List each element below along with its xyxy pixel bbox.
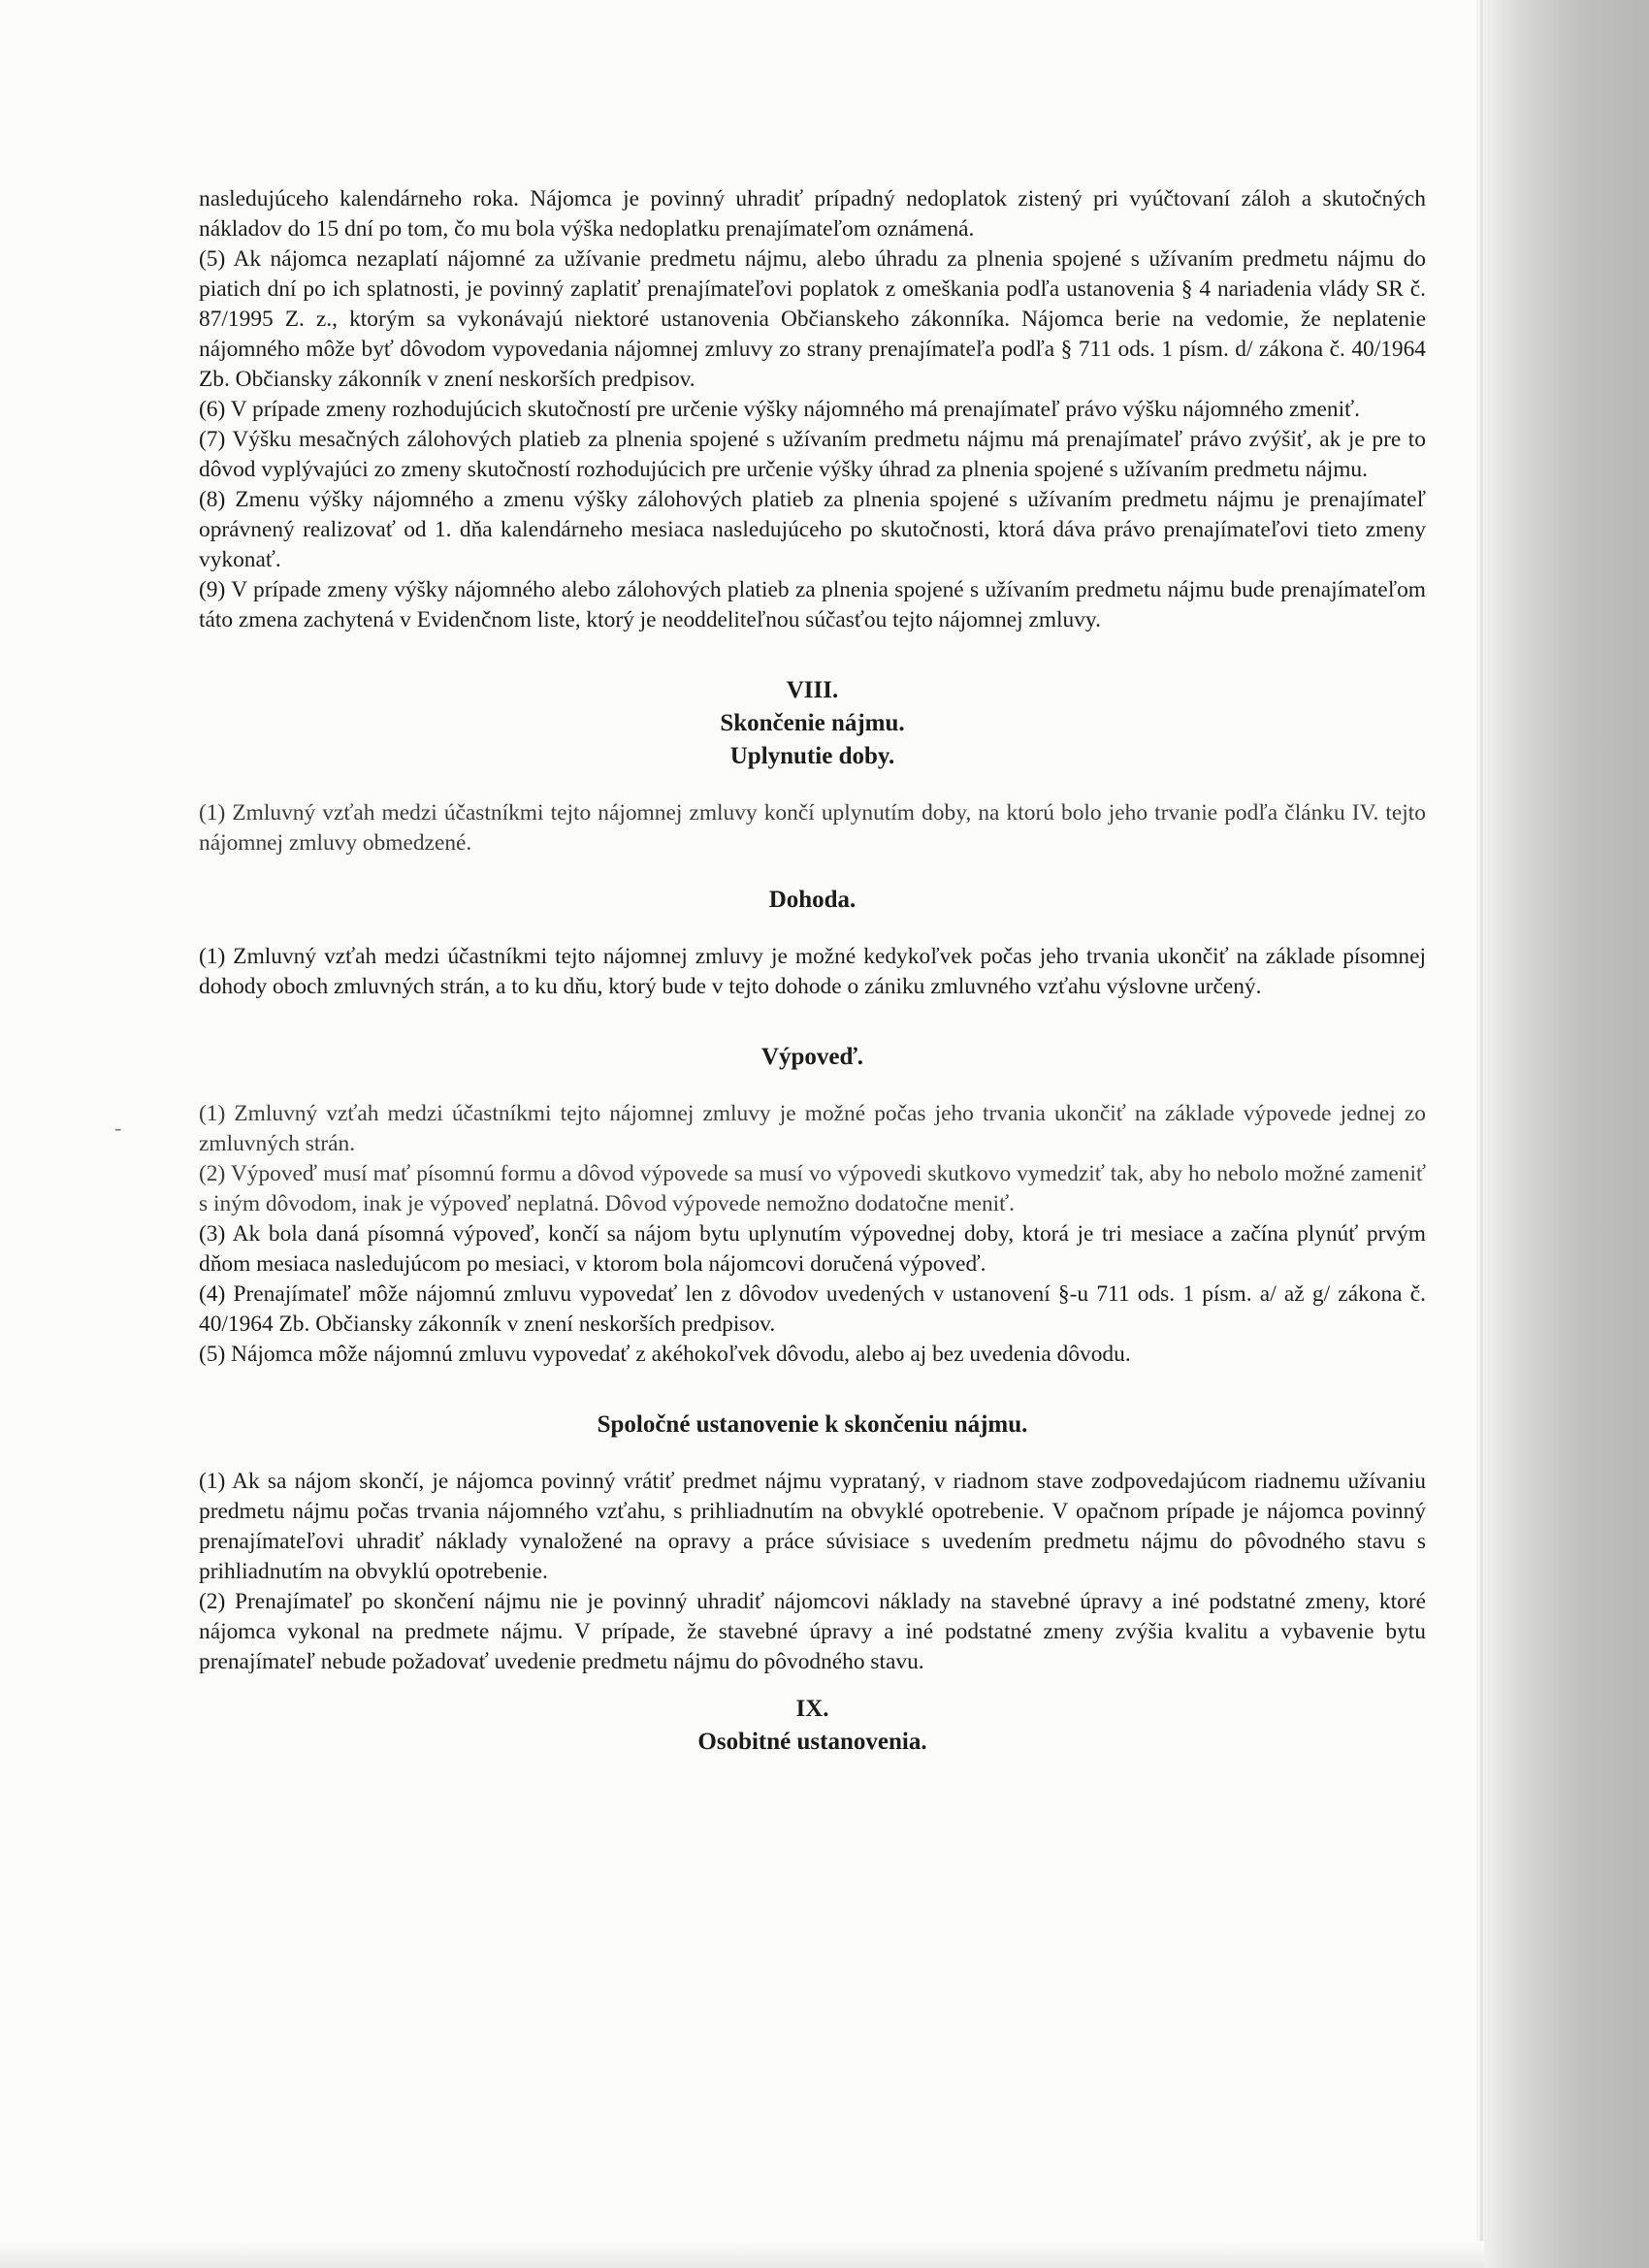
clause-8: (8) Zmenu výšky nájomného a zmenu výšky zálohových platieb za plnenia spojené s užívaním predmetu nájmu je prenajímateľ oprávnený realizovať od 1. dňa kalendárneho mesiaca nasledujúceho po skutočnosti, ktorá dáva právo prenajímateľovi tieto zmeny vykonať. — [199, 487, 1426, 572]
article-ix-title: Osobitné ustanovenia. — [697, 1729, 927, 1755]
margin-mark: - — [114, 1116, 122, 1140]
clause-7: (7) Výšku mesačných zálohových platieb za plnenia spojené s užívaním predmetu nájmu má prenajímateľ právo zvýšiť, ak je pre to dôvod vyplývajúci zo zmeny skutočností rozhodujúcich pre určenie výšky úhrad za plnenia spojené s užívaním predmetu nájmu. — [199, 427, 1426, 482]
dohoda-clause-1: (1) Zmluvný vzťah medzi účastníkmi tejto nájomnej zmluvy je možné kedykoľvek počas jeho trvania ukončiť na základe písomnej dohody oboch zmluvných strán, a to ku dňu, ktorý bude v tejto dohode o zániku zmluvného vzťahu výslovne určený. — [199, 944, 1426, 999]
page-bottom-shade — [0, 2241, 1484, 2268]
vypoved-clause-2: (2) Výpoveď musí mať písomnú formu a dôvod výpovede sa musí vo výpovedi skutkovo vymedziť tak, aby ho nebolo možné zameniť s iným dôvodom, inak je výpoveď neplatná. Dôvod výpovede nemožno dodatočne meniť. — [199, 1161, 1426, 1216]
vypoved-clause-1: (1) Zmluvný vzťah medzi účastníkmi tejto nájomnej zmluvy je možné počas jeho trvania ukončiť na základe výpovede jednej zo zmluvných strán. — [199, 1101, 1426, 1156]
spolocne-clause-2: (2) Prenajímateľ po skončení nájmu nie je povinný uhradiť nájomcovi náklady na stavebné úpravy a iné podstatné zmeny, ktoré nájomca vykonal na predmete nájmu. V prípade, že stavebné úpravy a iné podstatné zmeny zvýšia kvalitu a vybavenie bytu prenajímateľ nebude požadovať uvedenie predmetu nájmu do pôvodného stavu. — [199, 1589, 1426, 1674]
clause-6: (6) V prípade zmeny rozhodujúcich skutočností pre určenie výšky nájomného má prenajímateľ právo výšku nájomného zmeniť. — [199, 397, 1360, 422]
article-viii-number: VIII. — [786, 677, 839, 703]
intro-paragraph: nasledujúceho kalendárneho roka. Nájomca je povinný uhradiť prípadný nedoplatok zistený pri vyúčtovaní záloh a skutočných nákladov do 15 dní po tom, čo mu bola výška nedoplatku prenajímateľom oznámená. — [199, 186, 1426, 242]
article-ix-number: IX. — [795, 1696, 829, 1722]
vypoved-clause-3: (3) Ak bola daná písomná výpoveď, končí sa nájom bytu uplynutím výpovednej doby, ktorá je tri mesiace a začína plynúť prvým dňom mesiaca nasledujúcom po mesiaci, v ktorom bola nájomcovi doručená výpoveď. — [199, 1221, 1426, 1277]
page-edge-line — [1480, 0, 1483, 2268]
document-body — [199, 184, 1426, 1759]
vypoved-clause-5: (5) Nájomca môže nájomnú zmluvu vypovedať z akéhokoľvek dôvodu, alebo aj bez uvedenia dôvodu. — [199, 1342, 1131, 1367]
page-edge-shadow — [1476, 0, 1649, 2268]
uplynutie-clause-1: (1) Zmluvný vzťah medzi účastníkmi tejto nájomnej zmluvy končí uplynutím doby, na ktorú bolo jeho trvanie podľa článku IV. tejto nájomnej zmluvy obmedzené. — [199, 800, 1426, 856]
article-viii-title: Skončenie nájmu. — [720, 710, 905, 736]
article-viii-subtitle: Uplynutie doby. — [729, 743, 895, 769]
spolocne-heading: Spoločné ustanovenie k skončeniu nájmu. — [597, 1411, 1028, 1438]
vypoved-clause-4: (4) Prenajímateľ môže nájomnú zmluvu vypovedať len z dôvodov uvedených v ustanovení §-u 711 ods. 1 písm. a/ až g/ zákona č. 40/1964 Zb. Občiansky zákonník v znení neskorších predpisov. — [199, 1281, 1426, 1337]
spolocne-clause-1: (1) Ak sa nájom skončí, je nájomca povinný vrátiť predmet nájmu vyprataný, v riadnom stave zodpovedajúcom riadnemu užívaniu predmetu nájmu počas trvania nájomného vzťahu, s prihliadnutím na obvyklé opotrebenie. V opačnom prípade je nájomca povinný prenajímateľovi uhradiť náklady vynaložené na opravy a práce súvisiace s uvedením predmetu nájmu do pôvodného stavu s prihliadnutím na obvyklú opotrebenie. — [199, 1469, 1426, 1584]
dohoda-heading: Dohoda. — [768, 887, 857, 913]
vypoved-heading: Výpoveď. — [760, 1044, 864, 1070]
clause-5: (5) Ak nájomca nezaplatí nájomné za užívanie predmetu nájmu, alebo úhradu za plnenia spojené s užívaním predmetu nájmu do piatich dní po ich splatnosti, je povinný zaplatiť prenajímateľovi poplatok z omeškania podľa ustanovenia § 4 nariadenia vlády SR č. 87/1995 Z. z., ktorým sa vykonávajú niektoré ustanovenia Občianskeho zákonníka. Nájomca berie na vedomie, že neplatenie nájomného môže byť dôvodom vypovedania nájomnej zmluvy zo strany prenajímateľa podľa § 711 ods. 1 písm. d/ zákona č. 40/1964 Zb. Občiansky zákonník v znení neskorších predpisov. — [199, 246, 1426, 392]
clause-9: (9) V prípade zmeny výšky nájomného alebo zálohových platieb za plnenia spojené s užívaním predmetu nájmu bude prenajímateľom táto zmena zachytená v Evidenčnom liste, ktorý je neoddeliteľnou súčasťou tejto nájomnej zmluvy. — [199, 577, 1426, 632]
